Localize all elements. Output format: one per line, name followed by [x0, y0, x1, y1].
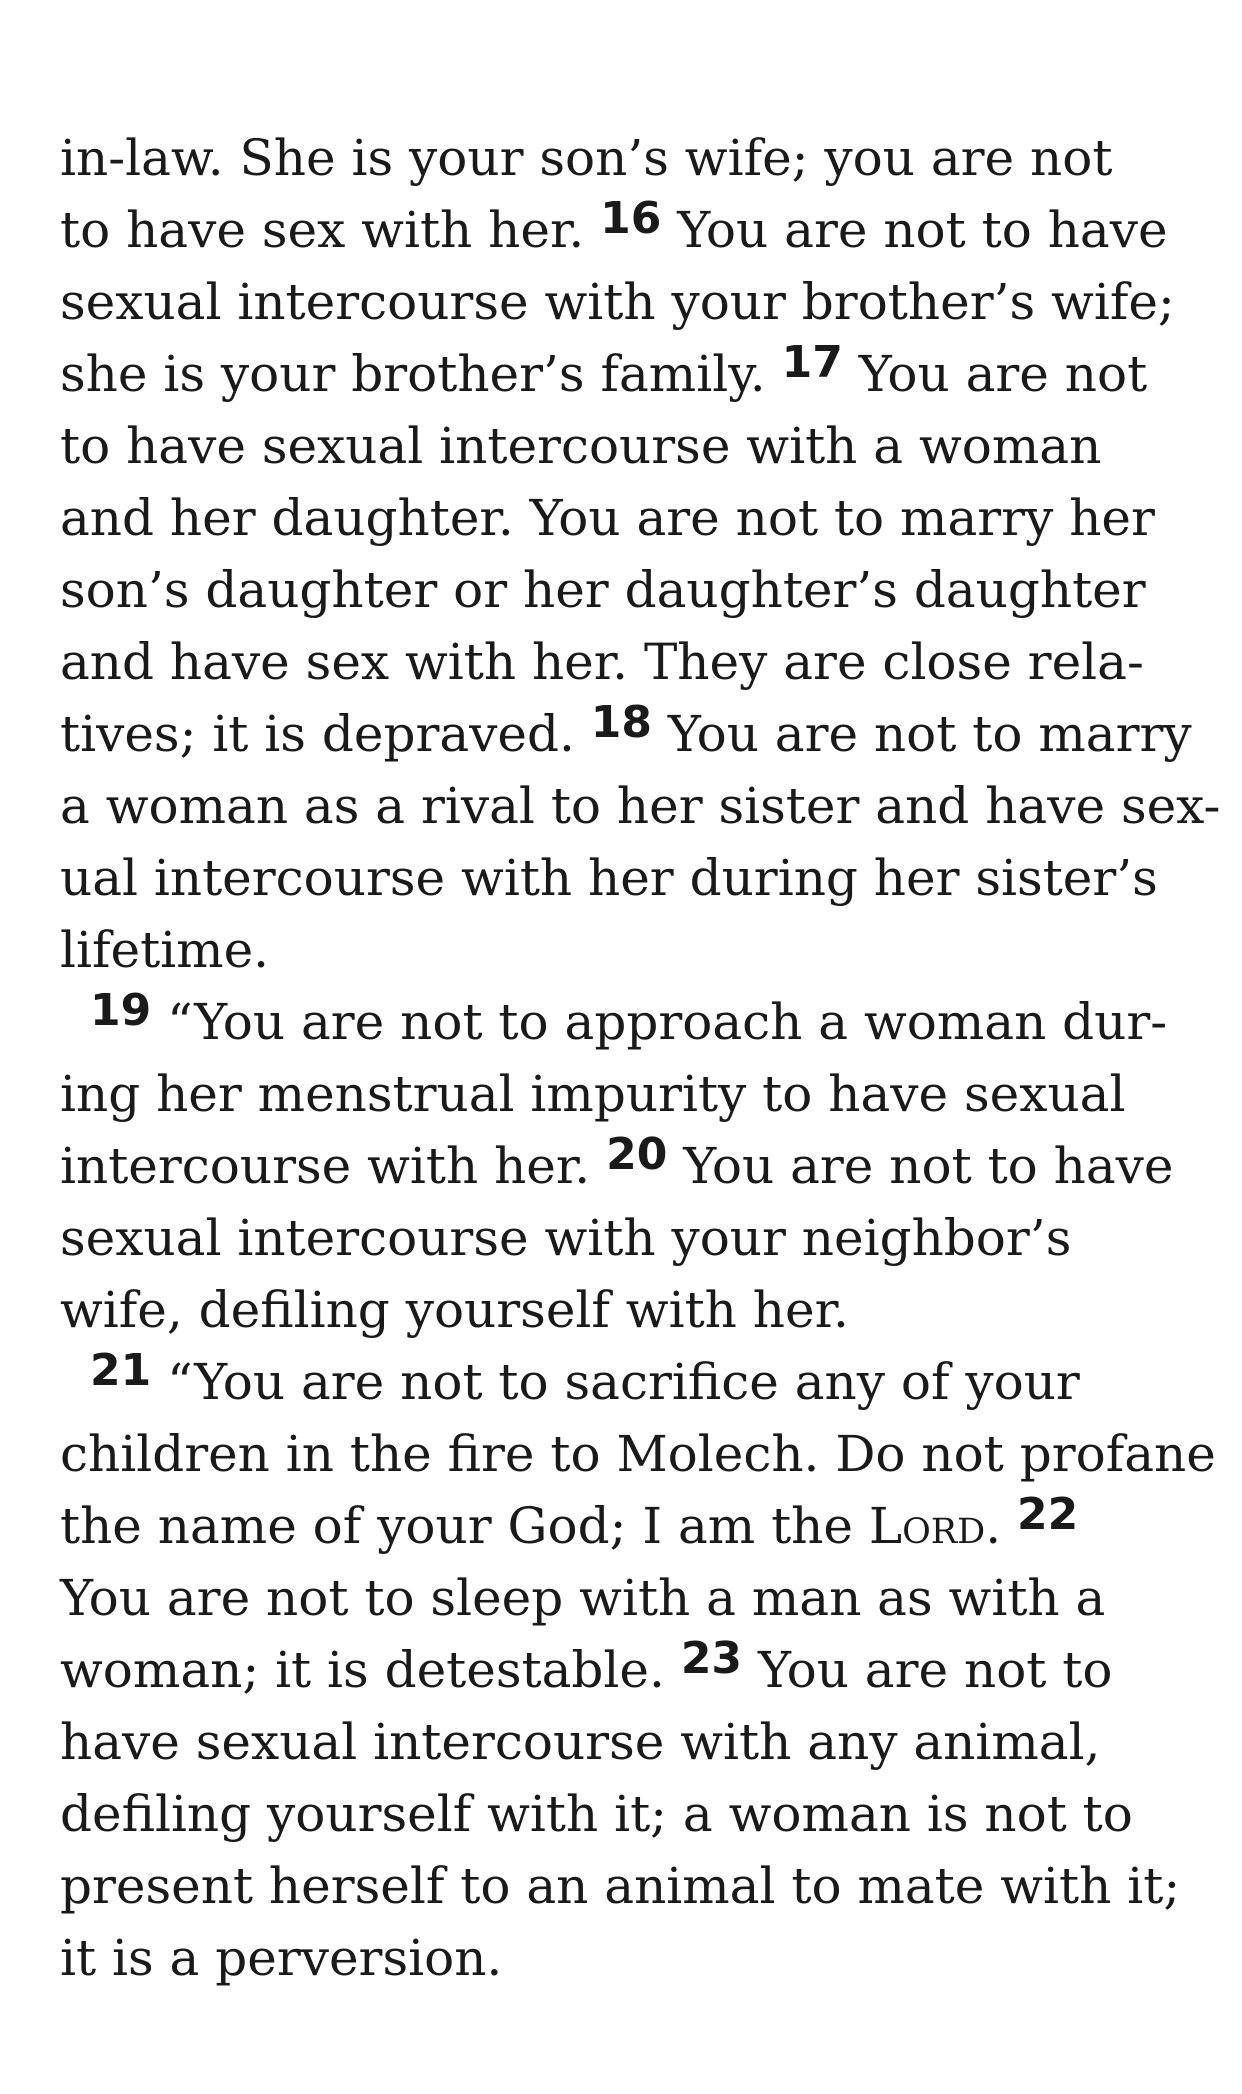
scripture-text: [60, 122, 1221, 1994]
text-line: [60, 194, 1200, 266]
verse-text: and have sex with her. They are close rela-: [60, 633, 1144, 691]
verse-text: and her daughter. You are not to marry her: [60, 489, 1155, 547]
verse-text: sexual intercourse with your neighbor’s: [60, 1209, 1072, 1267]
verse-text: tives; it is depraved.: [60, 705, 591, 763]
divine-name: Lord: [868, 1497, 986, 1555]
text-line: [60, 122, 1200, 194]
text-line: [60, 338, 1200, 410]
text-line: [60, 1490, 1200, 1562]
verse-number[interactable]: 21: [90, 1345, 152, 1396]
verse-text: “You are not to approach a woman dur-: [151, 993, 1168, 1051]
verse-number[interactable]: 22: [1016, 1489, 1079, 1540]
text-line: [60, 266, 1200, 338]
verse-number[interactable]: 23: [680, 1633, 743, 1684]
text-line: [60, 1274, 1200, 1346]
verse-text: You are not to marry: [652, 705, 1192, 763]
verse-text: You are not to: [742, 1641, 1113, 1699]
text-line: [60, 410, 1200, 482]
text-line: [60, 1418, 1216, 1490]
text-line: [60, 1778, 1200, 1850]
verse-number[interactable]: 17: [781, 337, 843, 388]
verse-text: defiling yourself with it; a woman is not to: [60, 1785, 1133, 1843]
verse-text: present herself to an animal to mate with it;: [60, 1857, 1181, 1915]
verse-text: You are not to have: [661, 201, 1168, 259]
verse-number[interactable]: 16: [600, 193, 662, 244]
text-line: [60, 1850, 1200, 1922]
verse-text: ual intercourse with her during her sister’s: [60, 849, 1158, 907]
verse-text: the name of your God; I am the: [60, 1497, 869, 1555]
verse-text: intercourse with her.: [60, 1137, 607, 1195]
text-line: [60, 770, 1221, 842]
verse-text: You are not to have: [667, 1137, 1174, 1195]
verse-text: she is your brother’s family.: [60, 345, 782, 403]
verse-text: it is a perversion.: [60, 1929, 503, 1987]
text-line: [60, 986, 1200, 1058]
verse-text: have sexual intercourse with any animal,: [60, 1713, 1101, 1771]
verse-text: lifetime.: [60, 921, 270, 979]
verse-text: You are not to sleep with a man as with a: [60, 1569, 1106, 1627]
text-line: [60, 914, 1200, 986]
text-line: [60, 554, 1200, 626]
text-line: [60, 698, 1200, 770]
verse-text: sexual intercourse with your brother’s wife;: [60, 273, 1175, 331]
text-line: [60, 626, 1200, 698]
text-line: [60, 1634, 1200, 1706]
text-line: [60, 1058, 1200, 1130]
text-line: [60, 1346, 1200, 1418]
verse-text: children in the fire to Molech. Do not profane: [60, 1425, 1216, 1483]
verse-text: in-law. She is your son’s wife; you are not: [60, 129, 1113, 187]
verse-text: to have sexual intercourse with a woman: [60, 417, 1102, 475]
verse-text: You are not: [842, 345, 1148, 403]
text-line: [60, 1130, 1200, 1202]
text-line: [60, 1922, 1200, 1994]
verse-number[interactable]: 20: [606, 1129, 668, 1180]
verse-number[interactable]: 19: [90, 985, 152, 1036]
text-line: [60, 1562, 1200, 1634]
verse-text: .: [985, 1497, 1017, 1555]
verse-text: a woman as a rival to her sister and have sex-: [60, 777, 1221, 835]
verse-text: to have sex with her.: [60, 201, 601, 259]
verse-text: ing her menstrual impurity to have sexual: [60, 1065, 1126, 1123]
text-line: [60, 482, 1200, 554]
verse-text: wife, defiling yourself with her.: [60, 1281, 849, 1339]
text-line: [60, 842, 1200, 914]
text-line: [60, 1706, 1200, 1778]
verse-text: woman; it is detestable.: [60, 1641, 681, 1699]
verse-number[interactable]: 18: [590, 697, 653, 748]
verse-text: “You are not to sacrifice any of your: [151, 1353, 1080, 1411]
text-line: [60, 1202, 1200, 1274]
verse-text: son’s daughter or her daughter’s daughter: [60, 561, 1146, 619]
